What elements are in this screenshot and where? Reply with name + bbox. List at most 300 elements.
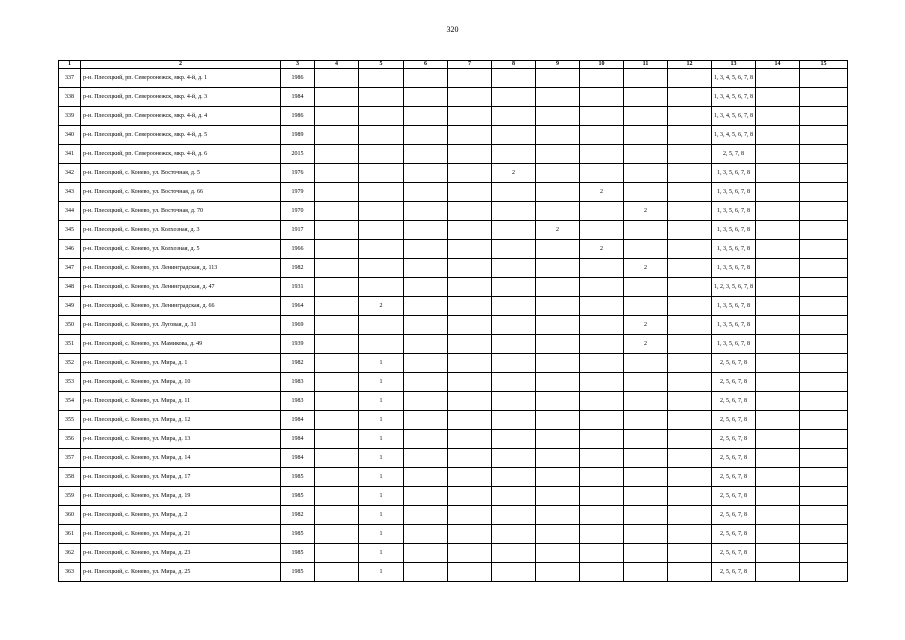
- table-cell-col-7: [448, 373, 492, 392]
- table-cell-col-1: 346: [59, 240, 81, 259]
- table-cell-col-5: [359, 259, 404, 278]
- table-cell-col-12: [668, 411, 712, 430]
- table-cell-col-7: [448, 487, 492, 506]
- table-cell-col-2: р-н. Плесецкий, с. Конево, ул. Мира, д. 13: [81, 430, 281, 449]
- table-cell-col-9: [536, 563, 580, 582]
- table-cell-col-4: [315, 88, 359, 107]
- table-cell-col-1: 357: [59, 449, 81, 468]
- table-cell-col-15: [800, 468, 848, 487]
- table-cell-col-12: [668, 164, 712, 183]
- table-cell-col-11: 2: [624, 202, 668, 221]
- table-cell-col-12: [668, 525, 712, 544]
- table-cell-col-6: [404, 297, 448, 316]
- table-cell-col-4: [315, 183, 359, 202]
- table-cell-col-12: [668, 373, 712, 392]
- table-cell-col-4: [315, 164, 359, 183]
- table-cell-col-15: [800, 411, 848, 430]
- table-cell-col-13: 1, 2, 3, 5, 6, 7, 8: [712, 278, 756, 297]
- table-cell-col-13: 1, 3, 5, 6, 7, 8: [712, 221, 756, 240]
- table-cell-col-14: [756, 316, 800, 335]
- table-cell-col-2: р-н. Плесецкий, с. Конево, ул. Колхозная, д. 3: [81, 221, 281, 240]
- table-cell-col-8: [492, 468, 536, 487]
- table-cell-col-13: 2, 5, 6, 7, 8: [712, 563, 756, 582]
- table-cell-col-9: [536, 164, 580, 183]
- table-cell-col-9: [536, 430, 580, 449]
- table-cell-col-4: [315, 240, 359, 259]
- table-cell-col-7: [448, 88, 492, 107]
- table-cell-col-4: [315, 202, 359, 221]
- table-cell-col-6: [404, 468, 448, 487]
- table-cell-col-7: [448, 335, 492, 354]
- table-cell-col-5: 1: [359, 411, 404, 430]
- table-cell-col-2: р-н. Плесецкий, с. Конево, ул. Мира, д. 11: [81, 392, 281, 411]
- table-cell-col-10: [580, 506, 624, 525]
- table-cell-col-10: [580, 449, 624, 468]
- table-cell-col-10: [580, 202, 624, 221]
- table-cell-col-2: р-н. Плесецкий, с. Конево, ул. Мира, д. 17: [81, 468, 281, 487]
- table-cell-col-3: 1983: [281, 373, 315, 392]
- table-cell-col-11: [624, 468, 668, 487]
- table-cell-col-1: 339: [59, 107, 81, 126]
- table-cell-col-10: [580, 392, 624, 411]
- table-cell-col-3: 1966: [281, 240, 315, 259]
- table-cell-col-14: [756, 487, 800, 506]
- table-row: [59, 297, 848, 316]
- table-cell-col-7: [448, 506, 492, 525]
- table-row: [59, 449, 848, 468]
- table-cell-col-15: [800, 392, 848, 411]
- table-cell-col-4: [315, 297, 359, 316]
- table-row: [59, 430, 848, 449]
- table-cell-col-15: [800, 88, 848, 107]
- table-cell-col-9: [536, 411, 580, 430]
- table-cell-col-14: [756, 506, 800, 525]
- table-cell-col-6: [404, 449, 448, 468]
- table-cell-col-4: [315, 221, 359, 240]
- table-row: [59, 316, 848, 335]
- table-cell-col-15: [800, 373, 848, 392]
- table-cell-col-12: [668, 354, 712, 373]
- table-cell-col-6: [404, 335, 448, 354]
- table-cell-col-6: [404, 69, 448, 88]
- table-cell-col-13: 1, 3, 4, 5, 6, 7, 8: [712, 88, 756, 107]
- table-cell-col-6: [404, 506, 448, 525]
- column-header-13: 13: [712, 61, 756, 69]
- table-cell-col-9: [536, 544, 580, 563]
- table-cell-col-3: 1985: [281, 525, 315, 544]
- column-header-1: 1: [59, 61, 81, 69]
- table-cell-col-5: 1: [359, 563, 404, 582]
- table-cell-col-6: [404, 183, 448, 202]
- table-cell-col-10: [580, 411, 624, 430]
- table-cell-col-7: [448, 69, 492, 88]
- table-cell-col-13: 1, 3, 5, 6, 7, 8: [712, 316, 756, 335]
- table-header: [59, 61, 848, 69]
- table-cell-col-8: [492, 563, 536, 582]
- table-cell-col-14: [756, 240, 800, 259]
- table-cell-col-14: [756, 354, 800, 373]
- table-cell-col-4: [315, 544, 359, 563]
- table-cell-col-11: [624, 164, 668, 183]
- table-cell-col-8: [492, 259, 536, 278]
- table-cell-col-2: р-н. Плесецкий, с. Конево, ул. Луговая, д. 31: [81, 316, 281, 335]
- table-row: [59, 164, 848, 183]
- column-header-15: 15: [800, 61, 848, 69]
- table-cell-col-13: 2, 5, 6, 7, 8: [712, 449, 756, 468]
- table-cell-col-1: 338: [59, 88, 81, 107]
- table-cell-col-1: 362: [59, 544, 81, 563]
- table-cell-col-5: 1: [359, 506, 404, 525]
- table-cell-col-9: [536, 297, 580, 316]
- table-row: [59, 69, 848, 88]
- table-cell-col-14: [756, 69, 800, 88]
- table-cell-col-3: 1982: [281, 259, 315, 278]
- table-cell-col-4: [315, 392, 359, 411]
- table-cell-col-15: [800, 506, 848, 525]
- table-cell-col-13: 1, 3, 5, 6, 7, 8: [712, 164, 756, 183]
- table-cell-col-6: [404, 525, 448, 544]
- table-cell-col-8: [492, 354, 536, 373]
- table-cell-col-2: р-н. Плесецкий, с. Конево, ул. Восточная, д. 66: [81, 183, 281, 202]
- table-cell-col-11: [624, 411, 668, 430]
- table-cell-col-10: [580, 88, 624, 107]
- table-row: [59, 487, 848, 506]
- table-cell-col-11: [624, 145, 668, 164]
- table-cell-col-9: [536, 316, 580, 335]
- table-cell-col-2: р-н. Плесецкий, рп. Североонежск, мкр. 4-й, д. 1: [81, 69, 281, 88]
- table-cell-col-2: р-н. Плесецкий, с. Конево, ул. Мамикова, д. 49: [81, 335, 281, 354]
- table-cell-col-13: 2, 5, 6, 7, 8: [712, 506, 756, 525]
- table-cell-col-7: [448, 145, 492, 164]
- table-cell-col-7: [448, 183, 492, 202]
- table-cell-col-13: 1, 3, 5, 6, 7, 8: [712, 183, 756, 202]
- table-cell-col-8: [492, 126, 536, 145]
- table-cell-col-3: 1984: [281, 411, 315, 430]
- table-cell-col-14: [756, 335, 800, 354]
- table-cell-col-7: [448, 392, 492, 411]
- table-cell-col-13: 2, 5, 6, 7, 8: [712, 525, 756, 544]
- table-cell-col-9: [536, 202, 580, 221]
- table-cell-col-10: [580, 107, 624, 126]
- table-cell-col-11: 2: [624, 259, 668, 278]
- table-cell-col-5: 2: [359, 297, 404, 316]
- table-cell-col-2: р-н. Плесецкий, рп. Североонежск, мкр. 4-й, д. 6: [81, 145, 281, 164]
- table-cell-col-1: 341: [59, 145, 81, 164]
- table-cell-col-7: [448, 202, 492, 221]
- table-cell-col-14: [756, 297, 800, 316]
- table-cell-col-6: [404, 373, 448, 392]
- table-cell-col-11: [624, 449, 668, 468]
- table-cell-col-12: [668, 449, 712, 468]
- column-header-7: 7: [448, 61, 492, 69]
- column-header-10: 10: [580, 61, 624, 69]
- table-cell-col-1: 337: [59, 69, 81, 88]
- table-cell-col-14: [756, 164, 800, 183]
- table-row: [59, 506, 848, 525]
- table-cell-col-15: [800, 145, 848, 164]
- column-header-6: 6: [404, 61, 448, 69]
- table-cell-col-2: р-н. Плесецкий, с. Конево, ул. Мира, д. 10: [81, 373, 281, 392]
- table-cell-col-8: [492, 278, 536, 297]
- table-cell-col-7: [448, 411, 492, 430]
- table-cell-col-8: [492, 202, 536, 221]
- table-cell-col-3: 1984: [281, 430, 315, 449]
- table-cell-col-8: [492, 506, 536, 525]
- table-cell-col-11: [624, 126, 668, 145]
- table-cell-col-8: [492, 107, 536, 126]
- table-cell-col-7: [448, 316, 492, 335]
- table-cell-col-3: 1985: [281, 544, 315, 563]
- table-cell-col-3: 1969: [281, 316, 315, 335]
- table-cell-col-10: [580, 430, 624, 449]
- table-row: [59, 354, 848, 373]
- table-cell-col-12: [668, 145, 712, 164]
- table-cell-col-14: [756, 183, 800, 202]
- table-cell-col-1: 342: [59, 164, 81, 183]
- table-cell-col-14: [756, 107, 800, 126]
- table-cell-col-1: 349: [59, 297, 81, 316]
- table-cell-col-12: [668, 278, 712, 297]
- table-cell-col-9: [536, 259, 580, 278]
- table-cell-col-14: [756, 411, 800, 430]
- table-cell-col-15: [800, 297, 848, 316]
- table-cell-col-12: [668, 88, 712, 107]
- table-cell-col-3: 1989: [281, 126, 315, 145]
- column-header-14: 14: [756, 61, 800, 69]
- table-cell-col-13: 1, 3, 5, 6, 7, 8: [712, 240, 756, 259]
- table-cell-col-8: [492, 449, 536, 468]
- table-cell-col-6: [404, 411, 448, 430]
- table-cell-col-10: [580, 221, 624, 240]
- table-cell-col-4: [315, 145, 359, 164]
- table-cell-col-4: [315, 525, 359, 544]
- table-cell-col-7: [448, 563, 492, 582]
- table-cell-col-4: [315, 563, 359, 582]
- table-cell-col-10: [580, 525, 624, 544]
- table-cell-col-6: [404, 487, 448, 506]
- table-cell-col-5: [359, 107, 404, 126]
- table-cell-col-13: 2, 5, 7, 8: [712, 145, 756, 164]
- table-cell-col-6: [404, 240, 448, 259]
- table-row: [59, 411, 848, 430]
- table-cell-col-15: [800, 240, 848, 259]
- table-cell-col-15: [800, 544, 848, 563]
- table-cell-col-14: [756, 544, 800, 563]
- table-cell-col-6: [404, 164, 448, 183]
- table-cell-col-8: [492, 487, 536, 506]
- table-cell-col-5: [359, 278, 404, 297]
- table-cell-col-2: р-н. Плесецкий, с. Конево, ул. Мира, д. 12: [81, 411, 281, 430]
- table-cell-col-6: [404, 88, 448, 107]
- table-cell-col-12: [668, 392, 712, 411]
- table-cell-col-1: 353: [59, 373, 81, 392]
- table-cell-col-2: р-н. Плесецкий, с. Конево, ул. Мира, д. 25: [81, 563, 281, 582]
- table-cell-col-4: [315, 69, 359, 88]
- table-cell-col-11: [624, 525, 668, 544]
- table-cell-col-15: [800, 221, 848, 240]
- table-row: [59, 468, 848, 487]
- table-cell-col-11: [624, 107, 668, 126]
- table-cell-col-3: 2015: [281, 145, 315, 164]
- table-cell-col-2: р-н. Плесецкий, с. Конево, ул. Восточная, д. 70: [81, 202, 281, 221]
- table-row: [59, 126, 848, 145]
- table-cell-col-1: 344: [59, 202, 81, 221]
- table-cell-col-4: [315, 354, 359, 373]
- table-cell-col-3: 1931: [281, 278, 315, 297]
- table-cell-col-5: [359, 240, 404, 259]
- table-cell-col-7: [448, 126, 492, 145]
- table-cell-col-1: 348: [59, 278, 81, 297]
- table-cell-col-8: [492, 316, 536, 335]
- buildings-table: [58, 60, 848, 582]
- table-cell-col-15: [800, 126, 848, 145]
- table-cell-col-7: [448, 525, 492, 544]
- table-cell-col-14: [756, 525, 800, 544]
- table-cell-col-14: [756, 278, 800, 297]
- table-cell-col-11: [624, 278, 668, 297]
- table-cell-col-3: 1964: [281, 297, 315, 316]
- table-row: [59, 88, 848, 107]
- table-cell-col-13: 1, 3, 5, 6, 7, 8: [712, 335, 756, 354]
- table-cell-col-5: 1: [359, 449, 404, 468]
- table-cell-col-13: 2, 5, 6, 7, 8: [712, 373, 756, 392]
- table-cell-col-9: [536, 487, 580, 506]
- table-cell-col-10: [580, 297, 624, 316]
- table-cell-col-10: [580, 563, 624, 582]
- table-cell-col-15: [800, 316, 848, 335]
- table-cell-col-7: [448, 240, 492, 259]
- table-cell-col-5: [359, 88, 404, 107]
- table-cell-col-13: 2, 5, 6, 7, 8: [712, 468, 756, 487]
- table-cell-col-10: [580, 164, 624, 183]
- table-cell-col-13: 1, 3, 4, 5, 6, 7, 8: [712, 69, 756, 88]
- table-cell-col-12: [668, 240, 712, 259]
- table-cell-col-3: 1984: [281, 88, 315, 107]
- table-row: [59, 525, 848, 544]
- table-cell-col-9: [536, 240, 580, 259]
- table-cell-col-8: [492, 335, 536, 354]
- table-cell-col-4: [315, 506, 359, 525]
- table-cell-col-11: [624, 240, 668, 259]
- table-row: [59, 563, 848, 582]
- table-cell-col-14: [756, 430, 800, 449]
- table-cell-col-1: 360: [59, 506, 81, 525]
- table-cell-col-11: [624, 563, 668, 582]
- table-cell-col-4: [315, 411, 359, 430]
- table-cell-col-14: [756, 392, 800, 411]
- table-row: [59, 240, 848, 259]
- table-cell-col-2: р-н. Плесецкий, с. Конево, ул. Мира, д. 14: [81, 449, 281, 468]
- table-cell-col-12: [668, 183, 712, 202]
- table-cell-col-3: 1985: [281, 563, 315, 582]
- table-cell-col-10: [580, 544, 624, 563]
- table-cell-col-11: [624, 487, 668, 506]
- page-number: 320: [446, 25, 459, 34]
- table-cell-col-2: р-н. Плесецкий, рп. Североонежск, мкр. 4-й, д. 5: [81, 126, 281, 145]
- table-cell-col-4: [315, 373, 359, 392]
- table-cell-col-15: [800, 202, 848, 221]
- table-cell-col-8: [492, 240, 536, 259]
- table-cell-col-3: 1983: [281, 392, 315, 411]
- table-row: [59, 107, 848, 126]
- table-cell-col-5: 1: [359, 373, 404, 392]
- table-cell-col-5: [359, 221, 404, 240]
- table-cell-col-8: [492, 297, 536, 316]
- table-cell-col-11: [624, 373, 668, 392]
- table-cell-col-10: [580, 259, 624, 278]
- table-cell-col-1: 347: [59, 259, 81, 278]
- table-cell-col-5: [359, 335, 404, 354]
- table-cell-col-10: 2: [580, 183, 624, 202]
- table-cell-col-1: 358: [59, 468, 81, 487]
- table-cell-col-15: [800, 335, 848, 354]
- table-cell-col-2: р-н. Плесецкий, рп. Североонежск, мкр. 4-й, д. 3: [81, 88, 281, 107]
- table-cell-col-4: [315, 107, 359, 126]
- table-cell-col-6: [404, 354, 448, 373]
- table-cell-col-3: 1986: [281, 107, 315, 126]
- table-cell-col-11: [624, 354, 668, 373]
- table-cell-col-2: р-н. Плесецкий, с. Конево, ул. Восточная, д. 5: [81, 164, 281, 183]
- table-cell-col-8: [492, 411, 536, 430]
- table-cell-col-8: [492, 373, 536, 392]
- table-cell-col-3: 1970: [281, 202, 315, 221]
- table-cell-col-9: [536, 335, 580, 354]
- table-cell-col-9: [536, 183, 580, 202]
- table-cell-col-1: 355: [59, 411, 81, 430]
- table-cell-col-13: 2, 5, 6, 7, 8: [712, 411, 756, 430]
- table-cell-col-4: [315, 449, 359, 468]
- table-row: [59, 392, 848, 411]
- table-cell-col-6: [404, 145, 448, 164]
- table-cell-col-4: [315, 335, 359, 354]
- table-cell-col-2: р-н. Плесецкий, с. Конево, ул. Колхозная, д. 5: [81, 240, 281, 259]
- table-cell-col-5: 1: [359, 487, 404, 506]
- table-cell-col-2: р-н. Плесецкий, рп. Североонежск, мкр. 4-й, д. 4: [81, 107, 281, 126]
- table-cell-col-14: [756, 259, 800, 278]
- table-cell-col-13: 2, 5, 6, 7, 8: [712, 354, 756, 373]
- table-cell-col-4: [315, 278, 359, 297]
- table-cell-col-6: [404, 202, 448, 221]
- table-cell-col-9: [536, 126, 580, 145]
- table-row: [59, 278, 848, 297]
- column-header-8: 8: [492, 61, 536, 69]
- table-cell-col-8: [492, 69, 536, 88]
- table-cell-col-9: [536, 468, 580, 487]
- table-cell-col-2: р-н. Плесецкий, с. Конево, ул. Ленинградская, д. 47: [81, 278, 281, 297]
- table-cell-col-14: [756, 468, 800, 487]
- table-row: [59, 373, 848, 392]
- table-cell-col-6: [404, 544, 448, 563]
- table-cell-col-14: [756, 145, 800, 164]
- table-cell-col-1: 354: [59, 392, 81, 411]
- table-cell-col-9: [536, 69, 580, 88]
- table-cell-col-2: р-н. Плесецкий, с. Конево, ул. Мира, д. 23: [81, 544, 281, 563]
- table-cell-col-10: [580, 373, 624, 392]
- table-cell-col-11: 2: [624, 316, 668, 335]
- table-cell-col-4: [315, 468, 359, 487]
- table-cell-col-10: [580, 468, 624, 487]
- table-cell-col-15: [800, 69, 848, 88]
- table-cell-col-9: 2: [536, 221, 580, 240]
- table-cell-col-14: [756, 88, 800, 107]
- table-cell-col-8: [492, 221, 536, 240]
- table-cell-col-13: 1, 3, 5, 6, 7, 8: [712, 259, 756, 278]
- header-row: [59, 61, 848, 69]
- table-cell-col-13: 2, 5, 6, 7, 8: [712, 544, 756, 563]
- column-header-12: 12: [668, 61, 712, 69]
- table-cell-col-1: 352: [59, 354, 81, 373]
- table-cell-col-11: [624, 221, 668, 240]
